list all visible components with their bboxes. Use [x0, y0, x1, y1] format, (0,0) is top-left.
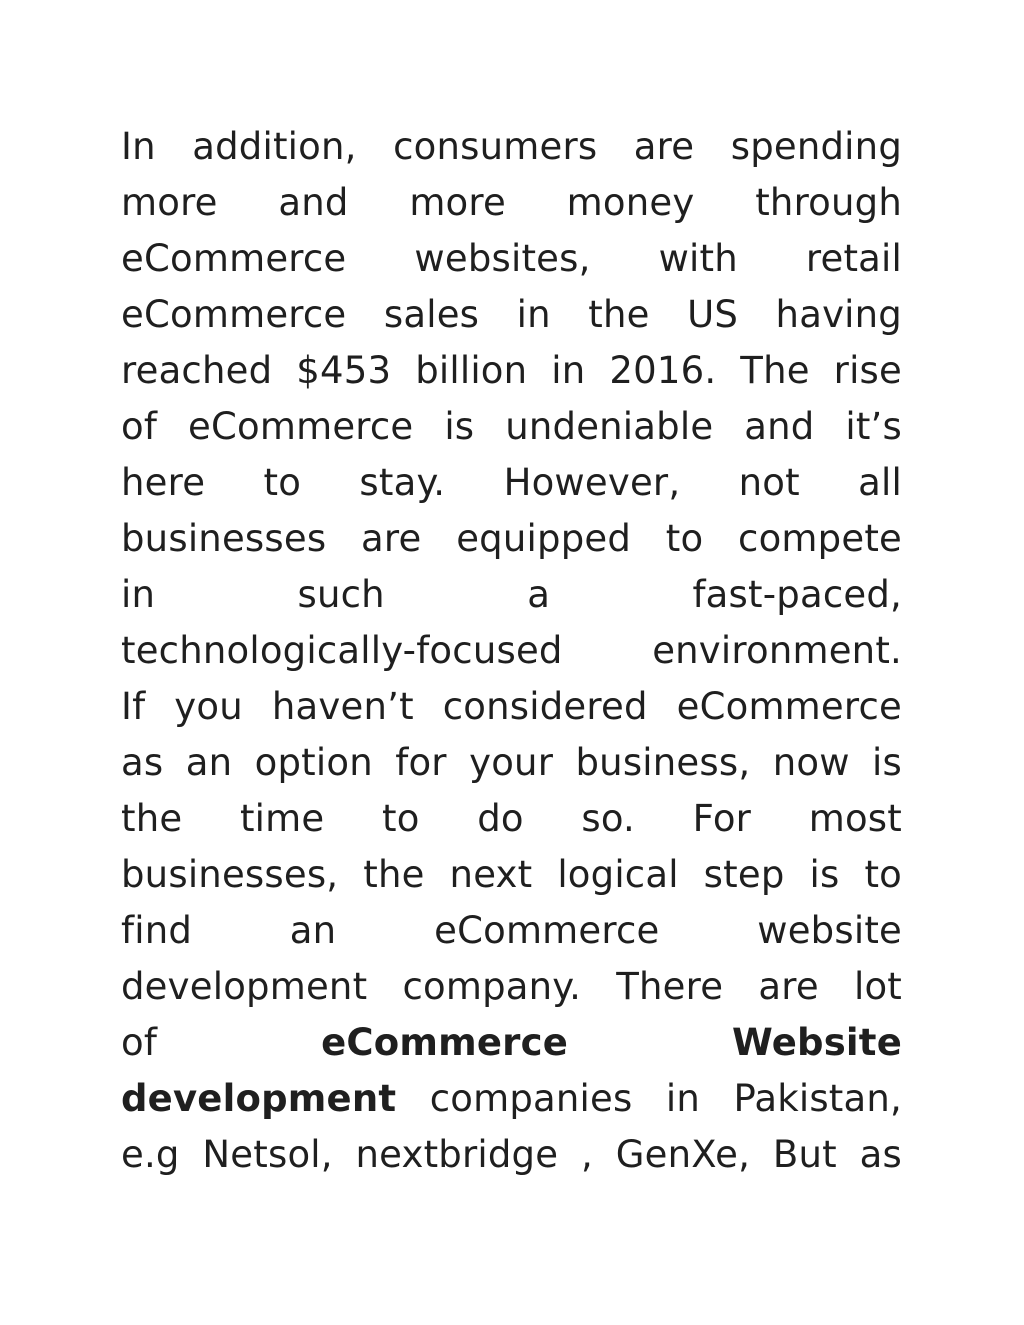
paragraph-line: eCommerce sales in the US having [121, 293, 902, 336]
paragraph-line-with-bold [121, 1071, 902, 1127]
line-word: of [121, 1021, 158, 1064]
paragraph-line: eCommerce websites, with retail [121, 237, 902, 280]
line-text: companies in Pakistan, [429, 1077, 902, 1120]
paragraph-line: as an option for your business, now is [121, 741, 902, 784]
paragraph-line: here to stay. However, not all [121, 461, 902, 504]
paragraph-line: of eCommerce is undeniable and it’s [121, 405, 902, 448]
bold-phrase: development [121, 1077, 397, 1120]
paragraph-line: If you haven’t considered eCommerce [121, 685, 902, 728]
paragraph-line: businesses, the next logical step is to [121, 853, 902, 896]
paragraph-line: in such a fast-paced, [121, 573, 902, 616]
paragraph-line: businesses are equipped to compete [121, 517, 902, 560]
paragraph-line: development company. There are lot [121, 965, 902, 1008]
paragraph-line: In addition, consumers are spending [121, 125, 902, 168]
paragraph-line: the time to do so. For most [121, 797, 902, 840]
bold-phrase: eCommerce [321, 1021, 569, 1064]
paragraph-line: more and more money through [121, 181, 902, 224]
paragraph-line-with-bold [121, 1015, 902, 1071]
paragraph-line: reached $453 billion in 2016. The rise [121, 349, 902, 392]
paragraph-line: find an eCommerce website [121, 909, 902, 952]
body-paragraph [121, 119, 902, 1183]
bold-phrase: Website [732, 1021, 902, 1064]
paragraph-line: technologically-focused environment. [121, 629, 902, 672]
paragraph-line: e.g Netsol, nextbridge , GenXe, But as [121, 1133, 902, 1176]
